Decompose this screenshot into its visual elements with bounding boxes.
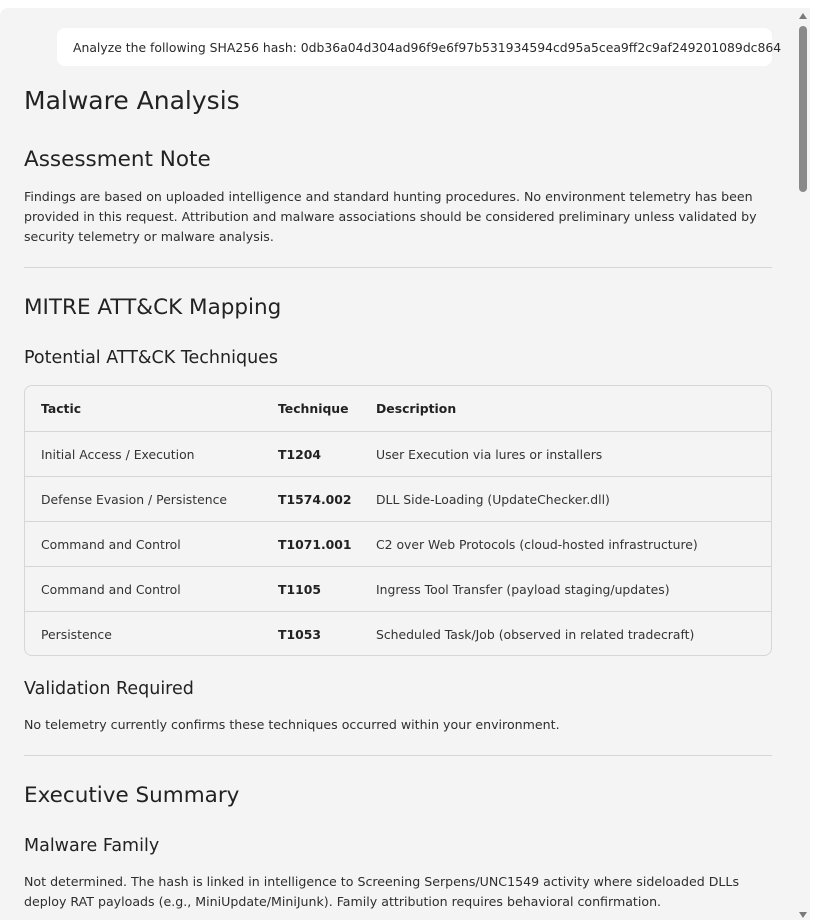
technique-cell: T1204: [278, 447, 321, 462]
table-row: [25, 476, 771, 522]
section-divider: [24, 755, 772, 756]
table-row: [25, 521, 771, 567]
description-cell: Ingress Tool Transfer (payload staging/updates): [376, 582, 670, 597]
validation-heading: Validation Required: [24, 679, 194, 699]
techniques-subheading: Potential ATT&CK Techniques: [24, 348, 279, 368]
assessment-heading: Assessment Note: [24, 147, 211, 172]
description-cell: DLL Side-Loading (UpdateChecker.dll): [376, 492, 610, 507]
table-row: [25, 611, 771, 656]
assessment-text: Findings are based on uploaded intelligence and standard hunting procedures. No environment telemetry has been provided in this request. Attribution and malware associations should be considered preliminary unless validated by security telemetry or malware analysis.: [24, 189, 757, 244]
user-prompt-bubble: [57, 28, 782, 66]
table-header-row: [25, 386, 771, 431]
vertical-scrollbar[interactable]: [796, 8, 810, 920]
column-header-tactic: Tactic: [41, 401, 82, 416]
technique-cell: T1053: [278, 627, 321, 642]
user-prompt-text: Analyze the following SHA256 hash: 0db36a04d304ad96f9e6f97b531934594cd95a5cea9ff2c9af249201089dc864: [73, 39, 782, 55]
table-row: [25, 566, 771, 612]
techniques-table: [24, 385, 772, 656]
tactic-cell: Persistence: [41, 627, 112, 642]
scrollbar-thumb[interactable]: [799, 26, 807, 192]
mitre-heading: MITRE ATT&CK Mapping: [24, 295, 282, 320]
column-header-description: Description: [376, 401, 457, 416]
tactic-cell: Command and Control: [41, 537, 181, 552]
chat-panel: [0, 8, 810, 920]
tactic-cell: Initial Access / Execution: [41, 447, 195, 462]
technique-cell: T1574.002: [278, 492, 352, 507]
triangle-down-icon[interactable]: [799, 912, 807, 918]
malware-family-heading: Malware Family: [24, 836, 160, 856]
technique-cell: T1071.001: [278, 537, 352, 552]
triangle-up-icon[interactable]: [799, 13, 807, 19]
column-header-technique: Technique: [278, 401, 349, 416]
section-divider: [24, 267, 772, 268]
description-cell: C2 over Web Protocols (cloud-hosted infrastructure): [376, 537, 698, 552]
tactic-cell: Defense Evasion / Persistence: [41, 492, 228, 507]
validation-text: No telemetry currently confirms these techniques occurred within your environment.: [24, 717, 560, 732]
malware-family-text: Not determined. The hash is linked in intelligence to Screening Serpens/UNC1549 activity where sideloaded DLLs deploy RAT payloads (e.g., MiniUpdate/MiniJunk). Family attribution requires behavioral confirmation.: [24, 874, 740, 909]
tactic-cell: Command and Control: [41, 582, 181, 597]
description-cell: Scheduled Task/Job (observed in related tradecraft): [376, 627, 695, 642]
page-title: Malware Analysis: [24, 86, 240, 115]
table-row: [25, 431, 771, 477]
technique-cell: T1105: [278, 582, 321, 597]
summary-heading: Executive Summary: [24, 783, 240, 808]
description-cell: User Execution via lures or installers: [376, 447, 603, 462]
